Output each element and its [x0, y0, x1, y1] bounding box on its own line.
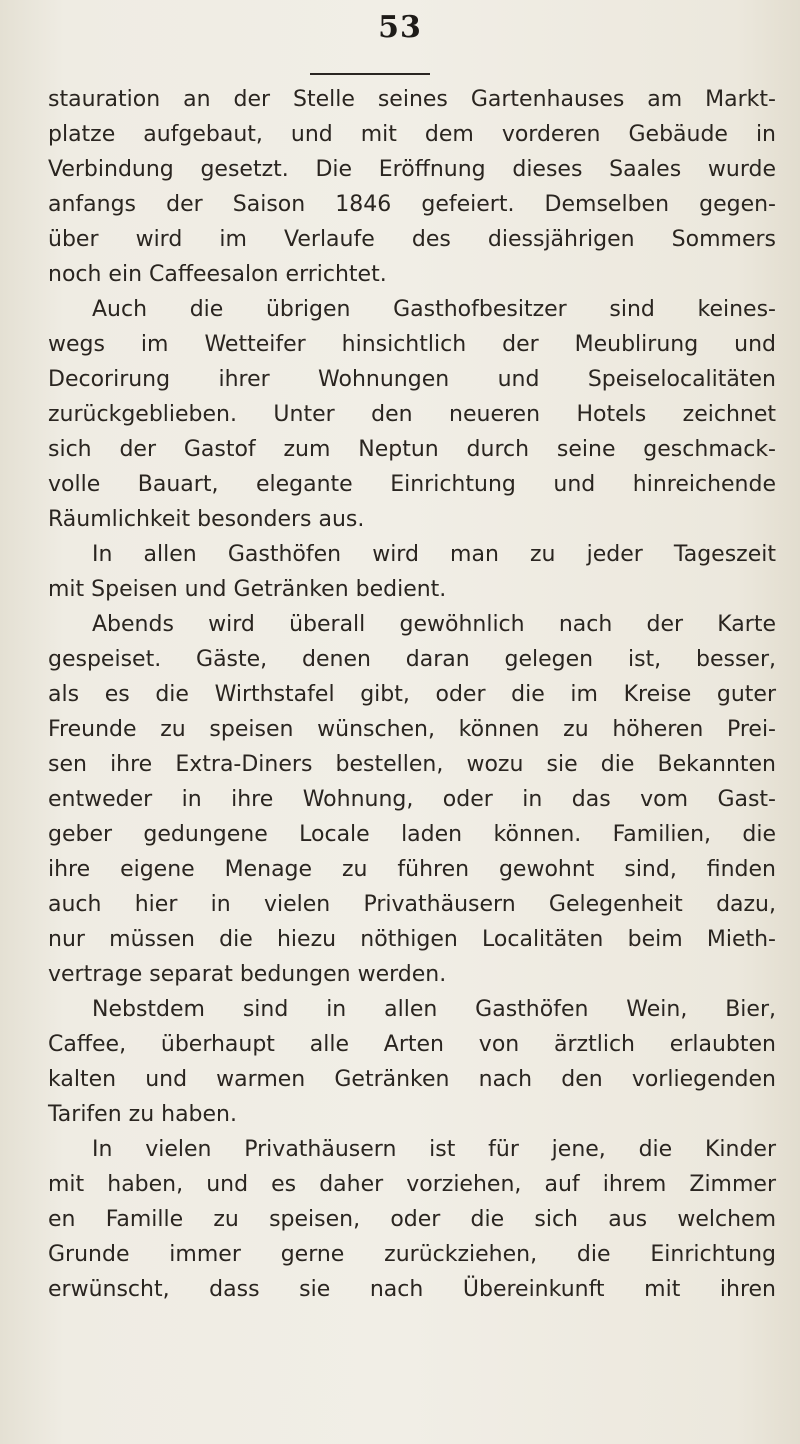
text-line: anfangs der Saison 1846 gefeiert. Demselben gegen-	[48, 192, 776, 217]
text-line: geber gedungene Locale laden können. Familien, die	[48, 822, 776, 847]
text-line: en Famille zu speisen, oder die sich aus welchem	[48, 1207, 776, 1232]
text-line: Tarifen zu haben.	[48, 1102, 237, 1127]
text-line: Freunde zu speisen wünschen, können zu höheren Prei-	[48, 717, 776, 742]
text-line: erwünscht, dass sie nach Übereinkunft mit ihren	[48, 1277, 776, 1302]
text-line: zurückgeblieben. Unter den neueren Hotels zeichnet	[48, 402, 776, 427]
text-line: noch ein Caffeesalon errichtet.	[48, 262, 387, 287]
text-line: als es die Wirthstafel gibt, oder die im Kreise guter	[48, 682, 776, 707]
text-line: Decorirung ihrer Wohnungen und Speiselocalitäten	[48, 367, 776, 392]
text-line: vertrage separat bedungen werden.	[48, 962, 447, 987]
text-line: gespeiset. Gäste, denen daran gelegen ist, besser,	[48, 647, 776, 672]
text-line: mit Speisen und Getränken bedient.	[48, 577, 447, 602]
body-text	[48, 82, 776, 1307]
text-line: über wird im Verlaufe des diessjährigen Sommers	[48, 227, 776, 252]
text-line: sen ihre Extra-Diners bestellen, wozu sie die Bekannten	[48, 752, 776, 777]
header-rule	[310, 73, 430, 75]
text-line: Grunde immer gerne zurückziehen, die Einrichtung	[48, 1242, 776, 1267]
text-line: stauration an der Stelle seines Gartenhauses am Markt-	[48, 87, 776, 112]
text-line: mit haben, und es daher vorziehen, auf ihrem Zimmer	[48, 1172, 776, 1197]
page-number: 53	[378, 10, 422, 45]
text-line: Räumlichkeit besonders aus.	[48, 507, 365, 532]
text-line: Abends wird überall gewöhnlich nach der Karte	[92, 612, 776, 637]
text-line: platze aufgebaut, und mit dem vorderen Gebäude in	[48, 122, 776, 147]
text-line: kalten und warmen Getränken nach den vorliegenden	[48, 1067, 776, 1092]
text-line: In allen Gasthöfen wird man zu jeder Tageszeit	[92, 542, 776, 567]
text-line: nur müssen die hiezu nöthigen Localitäten beim Mieth-	[48, 927, 776, 952]
text-line: volle Bauart, elegante Einrichtung und hinreichende	[48, 472, 776, 497]
text-line: wegs im Wetteifer hinsichtlich der Meublirung und	[48, 332, 776, 357]
text-line: Verbindung gesetzt. Die Eröffnung dieses Saales wurde	[48, 157, 776, 182]
text-line: auch hier in vielen Privathäusern Gelegenheit dazu,	[48, 892, 776, 917]
text-line: ihre eigene Menage zu führen gewohnt sind, finden	[48, 857, 776, 882]
text-line: Auch die übrigen Gasthofbesitzer sind keines-	[92, 297, 776, 322]
text-line: Caffee, überhaupt alle Arten von ärztlich erlaubten	[48, 1032, 776, 1057]
text-line: In vielen Privathäusern ist für jene, die Kinder	[92, 1137, 776, 1162]
text-line: Nebstdem sind in allen Gasthöfen Wein, Bier,	[92, 997, 776, 1022]
text-line: sich der Gastof zum Neptun durch seine geschmack-	[48, 437, 776, 462]
text-line: entweder in ihre Wohnung, oder in das vom Gast-	[48, 787, 776, 812]
